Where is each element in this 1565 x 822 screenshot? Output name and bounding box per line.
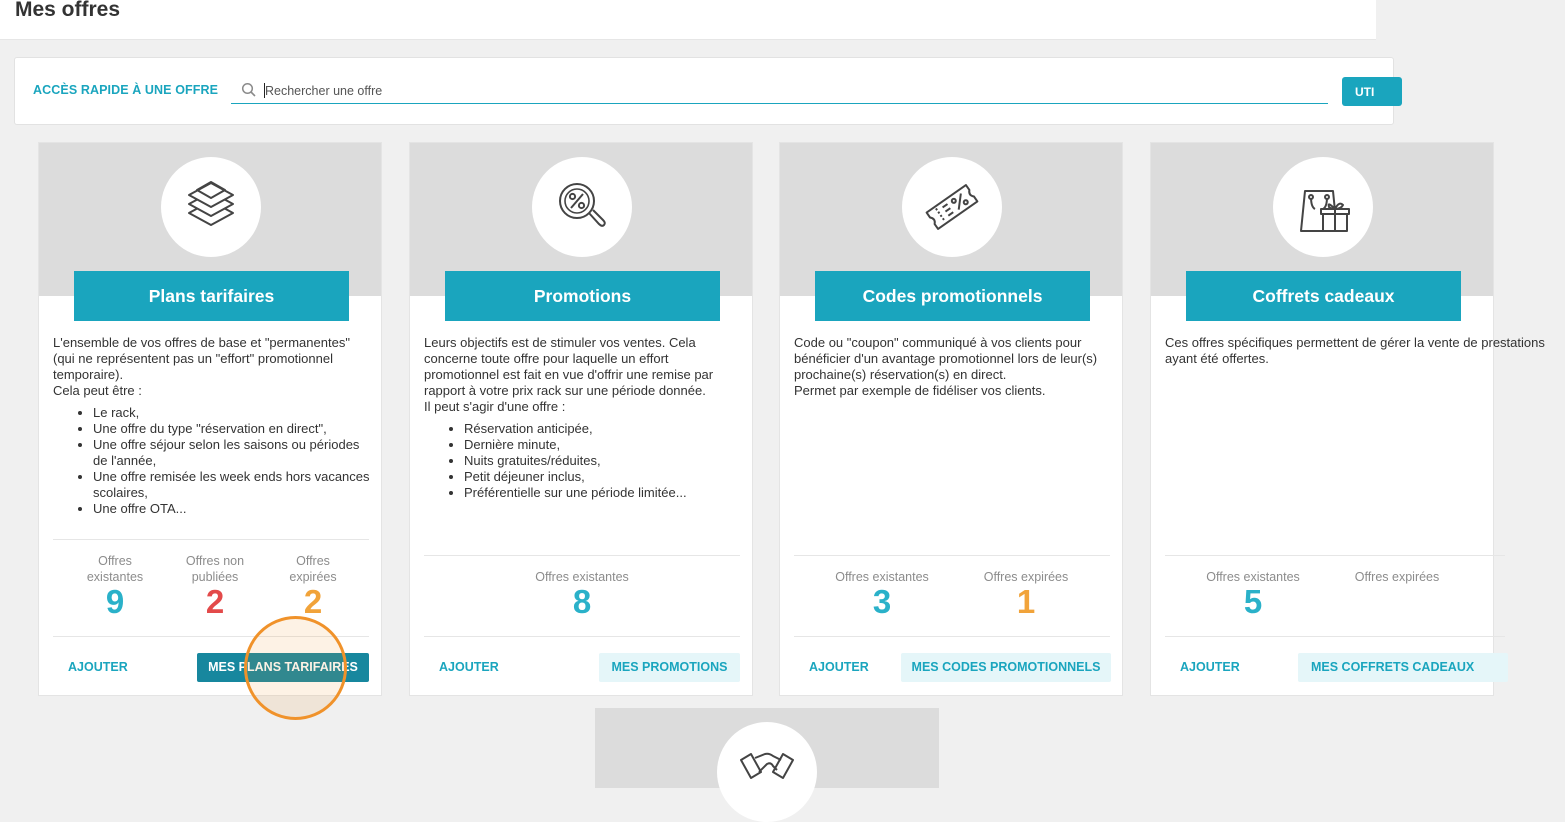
quick-access-button[interactable]: UTI <box>1342 77 1402 106</box>
stat-label: Offres expirées <box>983 570 1069 584</box>
my-gift-boxes-button[interactable]: MES COFFRETS CADEAUX <box>1298 653 1508 682</box>
offer-stats <box>794 555 1110 637</box>
card-title: Promotions <box>445 271 720 321</box>
stat-existing <box>75 553 155 619</box>
page-title: Mes offres <box>15 0 121 21</box>
list-item: • Une offre remisée les week ends hors vacances scolaires, <box>93 469 373 501</box>
top-bar <box>0 0 1376 40</box>
offer-card-plans-tarifaires <box>38 142 382 696</box>
stat-unpublished <box>175 553 255 619</box>
stat-label: Offres existantes <box>1206 570 1300 584</box>
list-item: • Une offre OTA... <box>93 501 373 517</box>
card-description <box>794 335 1114 399</box>
stat-label: existantes <box>86 570 144 584</box>
discount-coupon-icon <box>922 177 982 237</box>
discount-magnifier-icon <box>552 177 612 237</box>
card-description <box>424 335 744 501</box>
my-promo-codes-button[interactable]: MES CODES PROMOTIONNELS <box>901 653 1111 682</box>
description-line: Il peut s'agir d'une offre : <box>424 399 566 414</box>
card-title: Coffrets cadeaux <box>1186 271 1461 321</box>
offer-stats <box>424 555 740 637</box>
stat-value: 2 <box>303 583 323 620</box>
stat-expired <box>1337 569 1457 585</box>
stat-value: 9 <box>105 583 125 620</box>
list-item: • Petit déjeuner inclus, <box>464 469 744 485</box>
description-line: Cela peut être : <box>53 383 142 398</box>
stat-existing <box>1193 569 1313 619</box>
description-list <box>53 405 373 517</box>
description-line: Ces offres spécifiques permettent de gérer la vente de prestations ayant été offertes. <box>1165 335 1545 366</box>
quick-access-label: ACCÈS RAPIDE À UNE OFFRE <box>33 83 219 97</box>
card-icon-circle <box>161 157 261 257</box>
stat-existing <box>822 569 942 619</box>
stat-value: 8 <box>572 583 592 620</box>
card-description <box>1165 335 1565 367</box>
my-promotions-button[interactable]: MES PROMOTIONS <box>599 653 740 682</box>
stacked-layers-icon <box>181 177 241 237</box>
stat-label: Offres expirées <box>1354 570 1440 584</box>
offer-card-partners <box>595 708 939 788</box>
card-title: Plans tarifaires <box>74 271 349 321</box>
stat-label: Offres existantes <box>535 570 629 584</box>
stat-label: Offres <box>296 554 330 568</box>
stat-value: 2 <box>205 583 225 620</box>
card-icon-circle <box>532 157 632 257</box>
stat-existing <box>522 569 642 619</box>
search-input[interactable] <box>265 81 1305 101</box>
search-icon <box>241 82 257 98</box>
handshake-icon <box>737 742 797 802</box>
card-description <box>53 335 373 517</box>
description-line: L'ensemble de vos offres de base et "permanentes" (qui ne représentent pas un "effort" promotionnel temporaire). <box>53 335 350 382</box>
stat-label: publiées <box>191 570 239 584</box>
description-line: Permet par exemple de fidéliser vos clients. <box>794 383 1046 398</box>
my-rate-plans-button[interactable]: MES PLANS TARIFAIRES <box>197 653 369 682</box>
offer-card-promotions <box>409 142 753 696</box>
list-item: • Réservation anticipée, <box>464 421 744 437</box>
description-line: Leurs objectifs est de stimuler vos ventes. Cela concerne toute offre pour laquelle un effort promotionnel est fait en vue d'offrir une remise par rapport à votre prix rack sur une période donnée. <box>424 335 714 398</box>
offer-card-promo-codes <box>779 142 1123 696</box>
card-title: Codes promotionnels <box>815 271 1090 321</box>
description-line: Code ou "coupon" communiqué à vos clients pour bénéficier d'un avantage promotionnel lors de leur(s) prochaine(s) réservation(s) en direct. <box>794 335 1098 382</box>
stat-label: Offres <box>98 554 132 568</box>
offer-card-gift-boxes <box>1150 142 1545 696</box>
stat-label: Offres non <box>185 554 245 568</box>
offer-stats <box>1165 555 1505 637</box>
stat-expired <box>273 553 353 619</box>
gift-bag-icon <box>1293 177 1353 237</box>
add-offer-button[interactable]: AJOUTER <box>1180 660 1240 674</box>
list-item: • Une offre du type "réservation en direct", <box>93 421 373 437</box>
list-item: • Le rack, <box>93 405 373 421</box>
card-icon-circle <box>902 157 1002 257</box>
list-item: • Dernière minute, <box>464 437 744 453</box>
list-item: • Une offre séjour selon les saisons ou périodes de l'année, <box>93 437 373 469</box>
search-field[interactable] <box>231 78 1328 104</box>
quick-access-panel <box>14 57 1394 125</box>
description-list <box>424 421 744 501</box>
card-icon-circle <box>1273 157 1373 257</box>
stat-label: expirées <box>289 570 337 584</box>
add-offer-button[interactable]: AJOUTER <box>68 660 128 674</box>
list-item: • Préférentielle sur une période limitée... <box>464 485 744 501</box>
stat-value: 1 <box>1016 583 1036 620</box>
add-offer-button[interactable]: AJOUTER <box>439 660 499 674</box>
stat-value: 5 <box>1243 583 1263 620</box>
stat-label: Offres existantes <box>835 570 929 584</box>
click-highlight-ring <box>244 616 347 720</box>
add-offer-button[interactable]: AJOUTER <box>809 660 869 674</box>
stat-value: 3 <box>872 583 892 620</box>
list-item: • Nuits gratuites/réduites, <box>464 453 744 469</box>
card-icon-circle <box>717 722 817 822</box>
stat-expired <box>966 569 1086 619</box>
